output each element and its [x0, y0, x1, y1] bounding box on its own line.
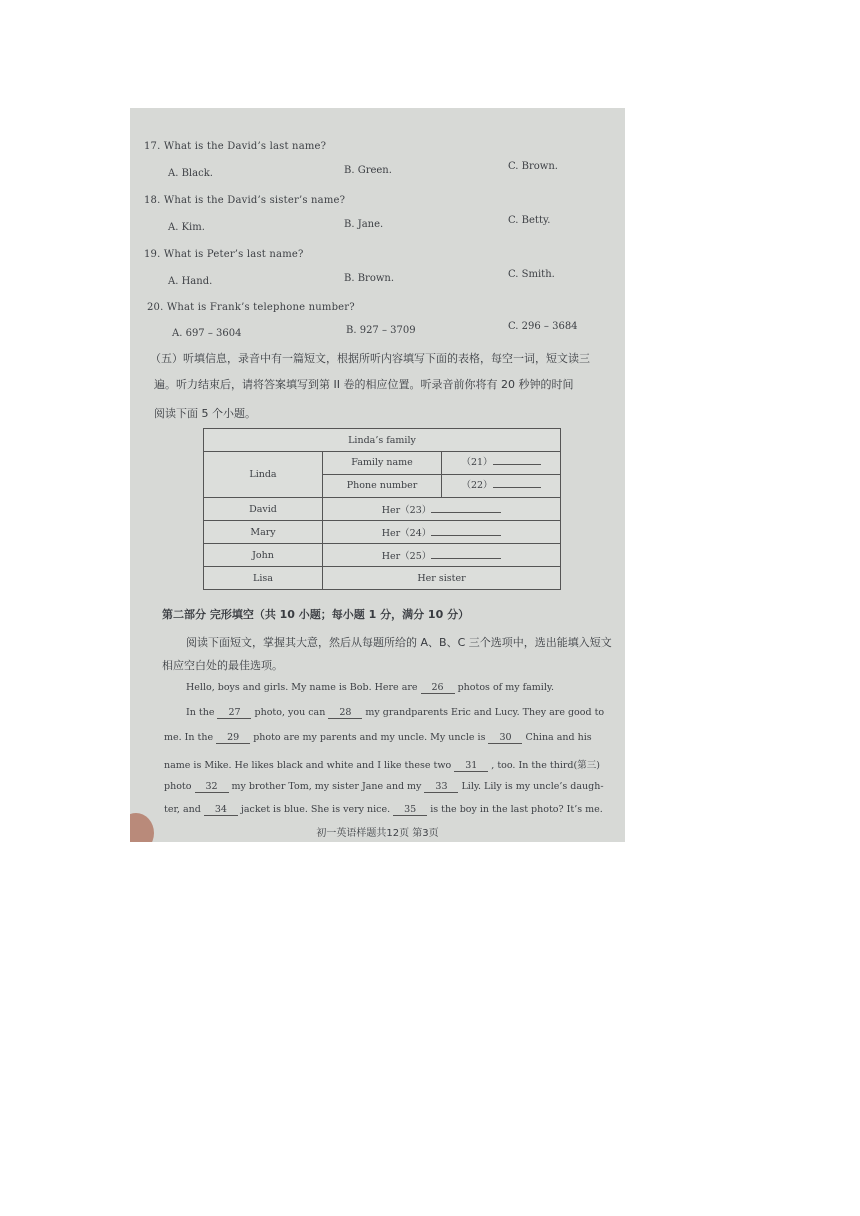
- option-a: A. Kim.: [168, 222, 205, 233]
- blank-35[interactable]: 35: [393, 804, 427, 816]
- option-a: A. Black.: [168, 168, 213, 179]
- part2-instruction-2: 相应空白处的最佳选项。: [162, 659, 283, 672]
- passage-line-1: Hello, boys and girls. My name is Bob. Here are 26 photos of my family.: [186, 682, 554, 693]
- answer-slot-24: Her（24）: [323, 521, 561, 544]
- table-name-cell: Mary: [204, 521, 323, 544]
- option-b: B. Brown.: [344, 273, 395, 284]
- answer-slot-23: Her（23）: [323, 498, 561, 521]
- thumb-finger: [130, 813, 154, 842]
- option-c: C. 296 – 3684: [508, 321, 578, 332]
- phone-number-label: Phone number: [323, 475, 442, 497]
- question-text: What is Frank’s telephone number?: [166, 302, 355, 313]
- question-number: 20.: [147, 302, 164, 313]
- question-20: [147, 302, 355, 313]
- linda-family-table: [203, 428, 561, 590]
- section5-line3: 阅读下面 5 个小题。: [154, 407, 256, 420]
- passage-line-2: In the 27 photo, you can 28 my grandparents Eric and Lucy. They are good to: [186, 707, 605, 718]
- question-text: What is the David’s sister’s name?: [163, 195, 346, 206]
- blank-28[interactable]: 28: [328, 707, 362, 719]
- family-name-label: Family name: [323, 452, 442, 474]
- linda-cell: Linda: [204, 452, 323, 498]
- question-17: [144, 141, 326, 152]
- phone-number-row: [323, 475, 561, 498]
- blank-26[interactable]: 26: [421, 682, 455, 694]
- table-value-cell: Her sister: [323, 567, 561, 590]
- option-a: A. 697 – 3604: [172, 328, 242, 339]
- question-number: 18.: [144, 195, 161, 206]
- question-number: 17.: [144, 141, 161, 152]
- answer-slot-21: （21）: [442, 452, 560, 474]
- blank-30[interactable]: 30: [488, 732, 522, 744]
- section5-line2: 遍。听力结束后，请将答案填写到第 II 卷的相应位置。听录音前你将有 20 秒钟的时间: [154, 378, 574, 391]
- passage-line-4: name is Mike. He likes black and white and I like these two 31 , too. In the third(第三): [164, 760, 600, 771]
- part2-instruction-1: 阅读下面短文，掌握其大意，然后从每题所给的 A、B、C 三个选项中，选出能填入短文: [186, 636, 612, 649]
- blank-27[interactable]: 27: [217, 707, 251, 719]
- passage-line-3: me. In the 29 photo are my parents and my uncle. My uncle is 30 China and his: [164, 732, 592, 743]
- section5-line1: （五）听填信息，录音中有一篇短文，根据所听内容填写下面的表格，每空一词，短文读三: [150, 352, 590, 365]
- option-a: A. Hand.: [168, 276, 213, 287]
- question-text: What is the David’s last name?: [163, 141, 327, 152]
- question-18: [144, 195, 345, 206]
- option-c: C. Smith.: [508, 269, 555, 280]
- table-title: Linda’s family: [204, 429, 561, 452]
- blank-31[interactable]: 31: [454, 760, 488, 772]
- question-text: What is Peter’s last name?: [163, 249, 304, 260]
- option-b: B. Green.: [344, 165, 392, 176]
- blank-32[interactable]: 32: [195, 781, 229, 793]
- table-name-cell: John: [204, 544, 323, 567]
- option-b: B. 927 – 3709: [346, 325, 416, 336]
- page-footer: 初一英语样题共12页 第3页: [316, 828, 439, 839]
- option-c: C. Brown.: [508, 161, 558, 172]
- question-19: [144, 249, 304, 260]
- question-number: 19.: [144, 249, 161, 260]
- option-c: C. Betty.: [508, 215, 551, 226]
- blank-29[interactable]: 29: [216, 732, 250, 744]
- passage-line-6: ter, and 34 jacket is blue. She is very nice. 35 is the boy in the last photo? It’s me.: [164, 804, 603, 815]
- exam-page-photo: [130, 108, 625, 842]
- table-name-cell: David: [204, 498, 323, 521]
- part2-heading: 第二部分 完形填空（共 10 小题；每小题 1 分，满分 10 分）: [162, 608, 470, 621]
- passage-line-5: photo 32 my brother Tom, my sister Jane and my 33 Lily. Lily is my uncle’s daugh-: [164, 781, 604, 792]
- family-name-row: [323, 452, 561, 475]
- answer-slot-22: （22）: [442, 475, 560, 497]
- answer-slot-25: Her（25）: [323, 544, 561, 567]
- option-b: B. Jane.: [344, 219, 384, 230]
- blank-34[interactable]: 34: [204, 804, 238, 816]
- table-name-cell: Lisa: [204, 567, 323, 590]
- blank-33[interactable]: 33: [424, 781, 458, 793]
